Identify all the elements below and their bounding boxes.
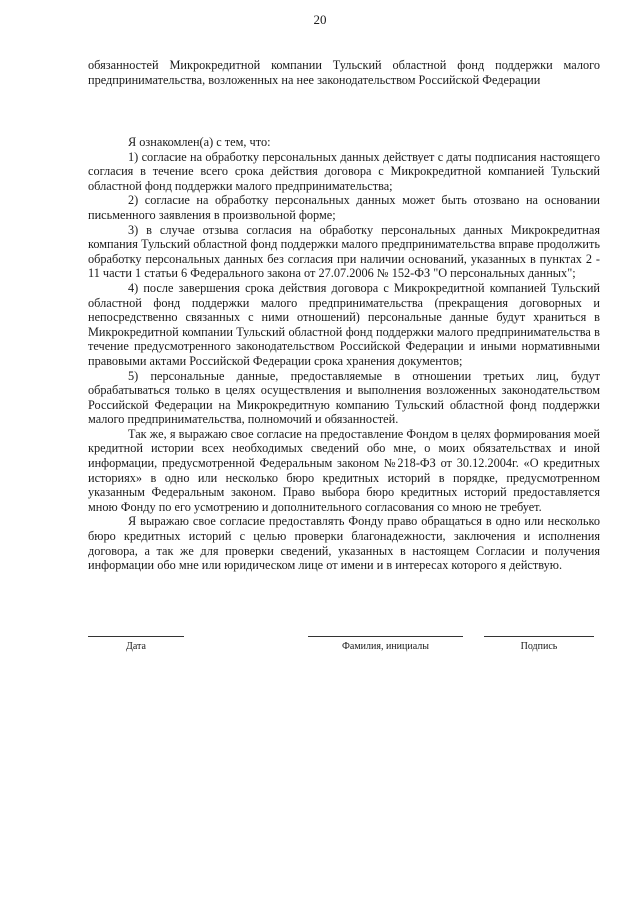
- date-label: Дата: [126, 641, 146, 652]
- date-signature-field[interactable]: [88, 636, 184, 652]
- sign-signature-field[interactable]: [484, 636, 594, 652]
- sign-line: [484, 636, 594, 637]
- acknowledgement-heading: Я ознакомлен(а) с тем, что:: [128, 135, 271, 149]
- consent-item-2: 2) согласие на обработку персональных данных может быть отозвано на основании письменного заявления в произвольной форме;: [88, 193, 600, 222]
- intro-paragraph: обязанностей Микрокредитной компании Тульский областной фонд поддержки малого предпринимательства, возложенных на нее законодательством Российской Федерации: [88, 58, 600, 87]
- consent-body: [88, 135, 600, 573]
- consent-item-1: 1) согласие на обработку персональных данных действует с даты подписания настоящего согласия в течение всего срока действия договора с Микрокредитной компанией Тульский областной фонд поддержки малого предпринимательства;: [88, 149, 600, 193]
- bureau-paragraph: Я выражаю свое согласие предоставлять Фонду право обращаться в одно или несколько бюро кредитных историй с целью проверки благонадежности, заключения и исполнения договора, а так же для проверки сведений, указанных в настоящем Согласии и получения информации обо мне или юридическом лице от имени и в интересах которого я действую.: [88, 514, 600, 573]
- sign-label: Подпись: [520, 641, 558, 652]
- consent-item-3: 3) в случае отзыва согласия на обработку персональных данных Микрокредитная компания Тульский областной фонд поддержки малого предпринимательства вправе продолжить обработку персональных данных без согласия при наличии оснований, указанных в пунктах 2 - 11 части 1 статьи 6 Федерального закона от 27.07.2006 № 152-ФЗ "О персональных данных";: [88, 222, 600, 281]
- name-signature-field[interactable]: [308, 636, 463, 652]
- page-number: 20: [313, 12, 327, 27]
- consent-item-4: 4) после завершения срока действия договора с Микрокредитной компанией Тульский областной фонд поддержки малого предпринимательства (прекращения договорных и непосредственно связанных с ними отношений) персональные данные будут храниться в Микрокредитной компании Тульский областной фонд поддержки малого предпринимательства в течение предусмотренного законодательством Российской Федерации и иными нормативными правовыми актами Российской Федерации срока хранения документов;: [88, 280, 600, 368]
- consent-item-5: 5) персональные данные, предоставляемые в отношении третьих лиц, будут обрабатываться только в целях осуществления и выполнения возложенных законодательством Российской Федерации на Микрокредитную компанию Тульский областной фонд поддержки малого предпринимательства, полномочий и обязанностей.: [88, 368, 600, 427]
- date-line: [88, 636, 184, 637]
- credit-history-paragraph: Так же, я выражаю свое согласие на предоставление Фондом в целях формирования моей кредитной истории всех необходимых сведений обо мне, о моих обязательствах и иной информации, предусмотренной Федеральным законом №218-ФЗ от 30.12.2004г. «О кредитных историях» в одно или несколько бюро кредитных историй в порядке, предусмотренном указанным Федеральным законом. Право выбора бюро кредитных историй предоставляется мною Фонду по его усмотрению и дополнительного согласования со мною не требует.: [88, 426, 600, 514]
- name-line: [308, 636, 463, 637]
- name-label: Фамилия, инициалы: [342, 641, 429, 652]
